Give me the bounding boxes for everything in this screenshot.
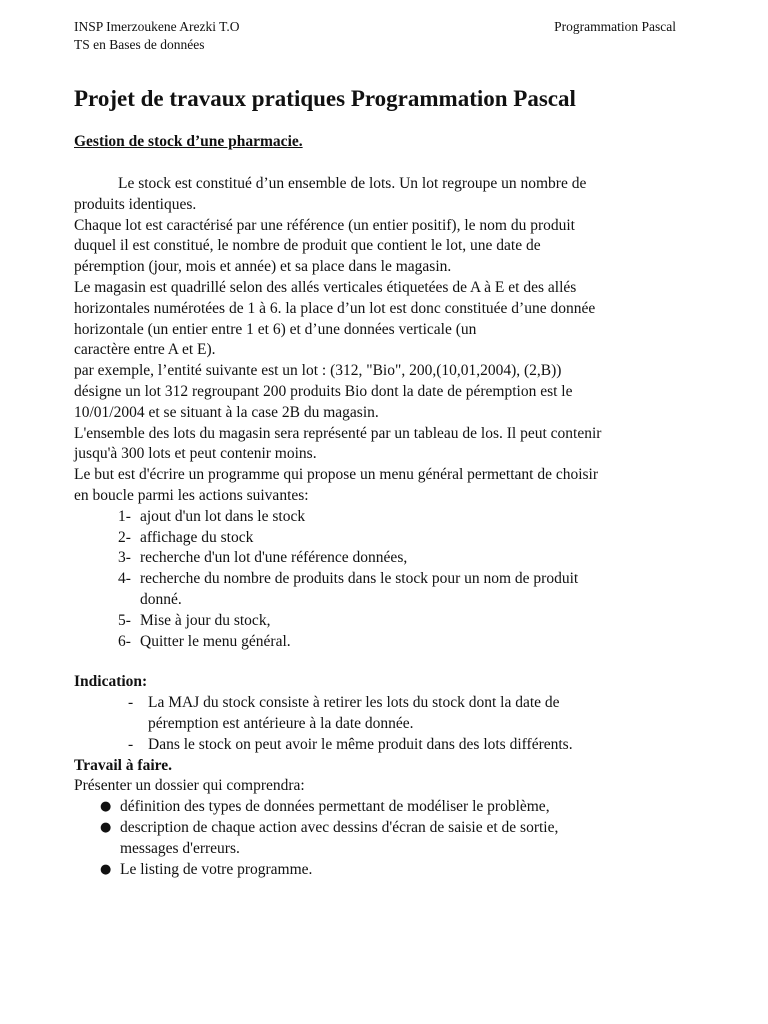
document-title: Projet de travaux pratiques Programmation Pascal (74, 86, 576, 111)
body-line: 10/01/2004 et se situant à la case 2B du magasin. (74, 403, 379, 421)
bullet-icon: ● (100, 799, 112, 815)
travail-heading: Travail à faire. (74, 756, 173, 774)
body-line: Le but est d'écrire un programme qui propose un menu général permettant de choisir (74, 466, 599, 484)
travail-text: Le listing de votre programme. (120, 860, 313, 878)
list-text: affichage du stock (140, 528, 254, 546)
body-line: en boucle parmi les actions suivantes: (74, 486, 309, 504)
header-section: TS en Bases de données (74, 37, 205, 52)
dash-marker: - (128, 735, 134, 753)
spacer (74, 652, 724, 672)
body-line: désigne un lot 312 regroupant 200 produits Bio dont la date de péremption est le (74, 382, 573, 400)
body-line: Le magasin est quadrillé selon des allés verticales étiquetées de A à E et des allés (74, 278, 577, 296)
body-line: péremption (jour, mois et année) et sa place dans le magasin. (74, 258, 452, 276)
body-line: horizontales numérotées de 1 à 6. la place d’un lot est donc constituée d’une donnée (74, 299, 596, 317)
document-subtitle: Gestion de stock d’une pharmacie. (74, 133, 303, 150)
list-text-line: donné. (140, 590, 182, 608)
list-item (74, 548, 724, 569)
indication-item (74, 735, 724, 756)
travail-text (120, 818, 558, 860)
bullet-icon: ● (100, 861, 112, 877)
list-item (74, 528, 724, 549)
body-line: par exemple, l’entité suivante est un lot : (312, "Bio", 200,(10,01,2004), (2,B)) (74, 362, 562, 380)
travail-item (74, 860, 724, 881)
dash-marker: - (128, 694, 134, 712)
actions-list (74, 507, 724, 653)
travail-item (74, 797, 724, 818)
header-institution: INSP Imerzoukene Arezki T.O (74, 19, 240, 34)
indication-text: Dans le stock on peut avoir le même produit dans des lots différents. (148, 735, 573, 753)
body-line: duquel il est constitué, le nombre de produit que contient le lot, une date de (74, 237, 541, 255)
list-item (74, 611, 724, 632)
indication-heading: Indication: (74, 673, 148, 691)
body-line: Le stock est constitué d’un ensemble de lots. Un lot regroupe un nombre de (118, 175, 587, 192)
travail-text-line: messages d'erreurs. (120, 839, 240, 857)
travail-text-line: description de chaque action avec dessins d'écran de saisie et de sortie, (120, 818, 559, 836)
list-number: 4- (118, 570, 131, 588)
travail-item (74, 818, 724, 860)
list-number: 5- (118, 611, 131, 629)
header-left (74, 18, 239, 54)
list-item (74, 507, 724, 528)
body-line: Chaque lot est caractérisé par une référence (un entier positif), le nom du produit (74, 216, 575, 234)
list-item (74, 632, 724, 653)
list-text (140, 569, 578, 611)
body-line: produits identiques. (74, 195, 197, 213)
indication-text-line: La MAJ du stock consiste à retirer les lots du stock dont la date de (148, 694, 560, 712)
indication-text (148, 693, 560, 735)
travail-intro: Présenter un dossier qui comprendra: (74, 777, 305, 795)
indication-item (74, 693, 724, 735)
body-line: jusqu'à 300 lots et peut contenir moins. (74, 445, 317, 463)
list-number: 1- (118, 507, 131, 525)
list-item (74, 569, 724, 611)
page-header (74, 18, 676, 54)
list-text-line: recherche du nombre de produits dans le stock pour un nom de produit (140, 570, 579, 588)
bullet-icon: ● (100, 819, 112, 835)
header-course: Programmation Pascal (554, 19, 676, 34)
body-line: L'ensemble des lots du magasin sera représenté par un tableau de los. Il peut contenir (74, 424, 602, 442)
document-body (74, 174, 724, 880)
indication-text-line: péremption est antérieure à la date donnée. (148, 714, 414, 732)
list-text: ajout d'un lot dans le stock (140, 507, 306, 525)
body-line: horizontale (un entier entre 1 et 6) et d’une données verticale (un (74, 320, 477, 338)
list-number: 3- (118, 549, 131, 567)
travail-text: définition des types de données permettant de modéliser le problème, (120, 798, 550, 816)
list-text: recherche d'un lot d'une référence données, (140, 549, 408, 567)
list-text: Mise à jour du stock, (140, 611, 271, 629)
list-number: 2- (118, 528, 131, 546)
list-number: 6- (118, 632, 131, 650)
body-line: caractère entre A et E). (74, 341, 216, 359)
list-text: Quitter le menu général. (140, 632, 291, 650)
